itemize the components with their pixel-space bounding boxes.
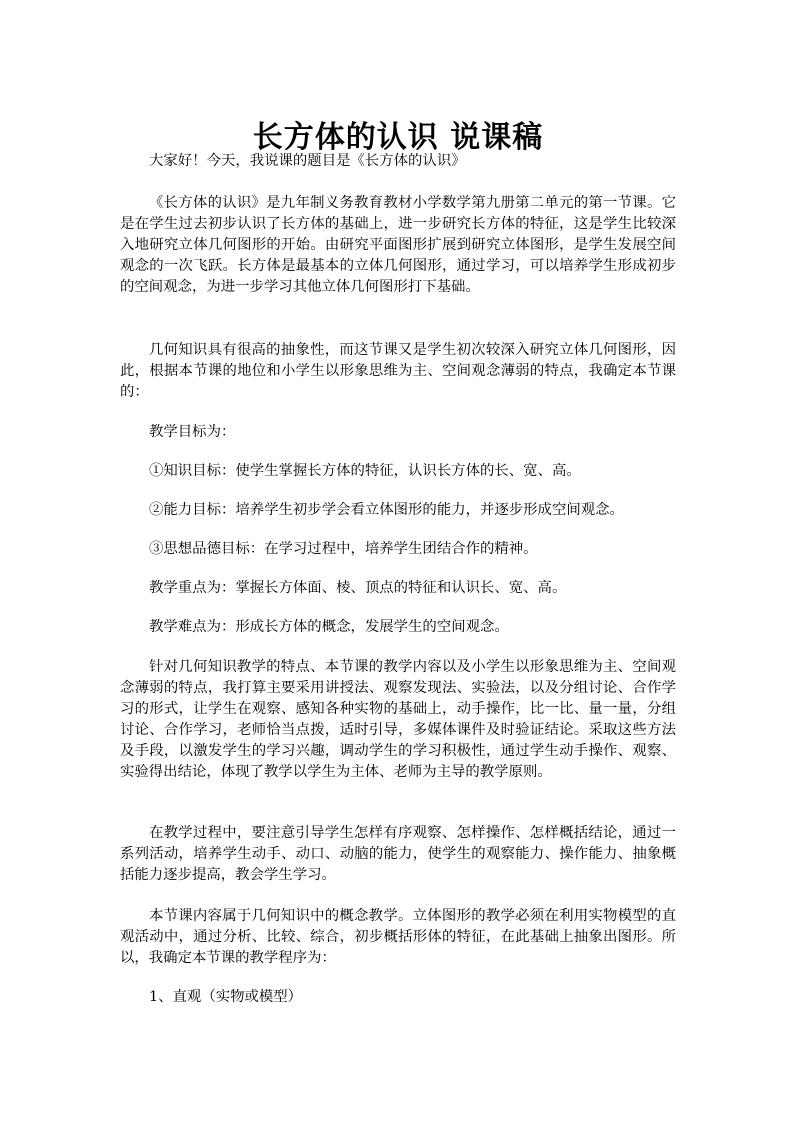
paragraph-knowledge-objective: ①知识目标：使学生掌握长方体的特征，认识长方体的长、宽、高。	[149, 463, 581, 479]
paragraph-lesson-position: 《长方体的认识》是九年制义务教育教材小学数学第九册第二单元的第一节课。它是在学生过去初步认识了长方体的基础上，进一步研究长方体的特征，这是学生比较深入地研究立体几何图形的开始。由研究平面图形扩展到研究立体图形，是学生发展空间观念的一次飞跃。长方体是最基本的立体几何图形，通过学习，可以培养学生形成初步的空间观念，为进一步学习其他立体几何图形打下基础。	[120, 195, 676, 295]
paragraph-objectives-heading: 教学目标为：	[149, 424, 236, 440]
paragraph-difficulty: 教学难点为：形成长方体的概念，发展学生的空间观念。	[149, 619, 509, 635]
paragraph-moral-objective: ③思想品德目标：在学习过程中，培养学生团结合作的精神。	[149, 541, 538, 557]
paragraph-step-one: 1、直观（实物或模型）	[149, 989, 303, 1005]
paragraph-methods: 针对几何知识教学的特点、本节课的教学内容以及小学生以形象思维为主、空间观念薄弱的特点，我打算主要采用讲授法、观察发现法、实验法，以及分组讨论、合作学习的形式，让学生在观察、感知各种实物的基础上，动手操作，比一比、量一量，分组讨论、合作学习，老师恰当点拨，适时引导，多媒体课件及时验证结论。采取这些方法及手段，以激发学生的学习兴趣，调动学生的学习积极性，通过学生动手操作、观察、实验得出结论，体现了教学以学生为主体、老师为主导的教学原则。	[120, 659, 676, 780]
paragraph-basis: 几何知识具有很高的抽象性，而这节课又是学生初次较深入研究立体几何图形，因此，根据本节课的地位和小学生以形象思维为主、空间观念薄弱的特点，我确定本节课的：	[120, 342, 676, 400]
paragraph-greeting: 大家好！今天，我说课的题目是《长方体的认识》	[149, 153, 466, 169]
paragraph-process-guidance: 在教学过程中，要注意引导学生怎样有序观察、怎样操作、怎样概括结论，通过一系列活动，培养学生动手、动口、动脑的能力，使学生的观察能力、操作能力、抽象概括能力逐步提高，教会学生学习。	[120, 825, 676, 883]
paragraph-key-point: 教学重点为：掌握长方体面、棱、顶点的特征和认识长、宽、高。	[149, 580, 567, 596]
paragraph-procedure-intro: 本节课内容属于几何知识中的概念教学。立体图形的教学必须在利用实物模型的直观活动中，通过分析、比较、综合，初步概括形体的特征，在此基础上抽象出图形。所以，我确定本节课的教学程序为：	[120, 908, 676, 966]
paragraph-ability-objective: ②能力目标：培养学生初步学会看立体图形的能力，并逐步形成空间观念。	[149, 502, 624, 518]
page-title: 长方体的认识 说课稿	[252, 120, 544, 156]
